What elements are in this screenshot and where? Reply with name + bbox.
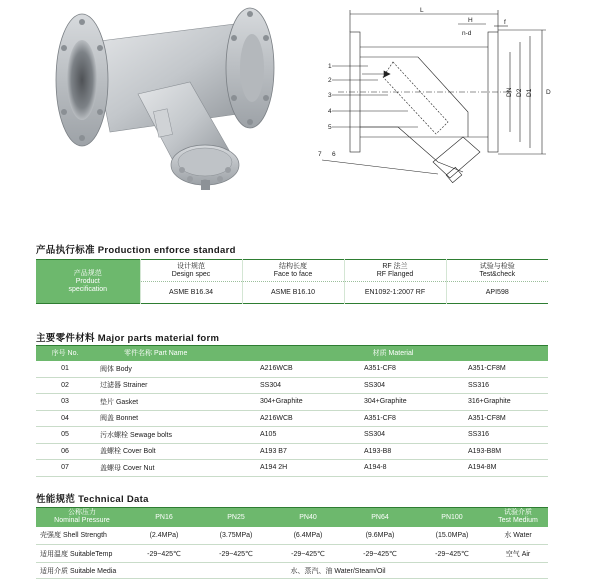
part-material-2: SS304 (342, 427, 446, 444)
suitable-temp-value: -29~425℃ (200, 545, 272, 563)
suitable-temp-medium: 空气 Air (488, 545, 548, 563)
part-material-2: A193-B8 (342, 443, 446, 460)
table-row (36, 443, 548, 460)
part-material-1: A194 2H (238, 460, 342, 477)
suitable-temp-label: 适用温度 SuitableTemp (36, 545, 128, 563)
part-no: 05 (36, 427, 94, 444)
dim-D2: D2 (516, 88, 523, 97)
part-name: 污水螺栓 Sewage bolts (94, 427, 238, 444)
part-name: 盖螺母 Cover Nut (94, 460, 238, 477)
production-standard-table (36, 259, 548, 304)
part-material-1: A105 (238, 427, 342, 444)
pressure-pn40: PN40 (272, 508, 344, 527)
part-name: 盖螺栓 Cover Bolt (94, 443, 238, 460)
suitable-media-value: 水、蒸汽、油 Water/Steam/Oil (128, 563, 548, 579)
shell-strength-value: (6.4MPa) (272, 527, 344, 545)
part-label-7: 7 (318, 151, 322, 158)
test-medium-header: 试验介质 Test Medium (488, 508, 548, 527)
test-check-header: 试验与检验 Test&check (446, 260, 548, 282)
part-no: 02 (36, 377, 94, 394)
part-label-3: 3 (328, 92, 332, 99)
part-material-2: 304+Graphite (342, 394, 446, 411)
dim-L: L (420, 7, 424, 14)
part-material-2: A351-CF8 (342, 361, 446, 378)
part-label-4: 4 (328, 108, 332, 115)
part-material-3: A194-8M (446, 460, 548, 477)
shell-strength-value: (15.0MPa) (416, 527, 488, 545)
part-name: 过滤器 Strainer (94, 377, 238, 394)
nominal-pressure-header: 公称压力 Nominal Pressure (36, 508, 128, 527)
part-label-2: 2 (328, 77, 332, 84)
shell-strength-value: (2.4MPa) (128, 527, 200, 545)
part-material-3: SS316 (446, 377, 548, 394)
table-row (36, 460, 548, 477)
face-to-face-header: 结构长度 Face to face (242, 260, 344, 282)
part-no: 01 (36, 361, 94, 378)
dim-f: f (504, 19, 506, 26)
test-check-value: API598 (446, 282, 548, 304)
table-row (36, 410, 548, 427)
rf-flanged-value: EN1092-1:2007 RF (344, 282, 446, 304)
product-spec-header-cell (36, 260, 140, 304)
part-material-3: SS316 (446, 427, 548, 444)
part-material-2: A351-CF8 (342, 410, 446, 427)
part-name: 垫片 Gasket (94, 394, 238, 411)
part-material-1: SS304 (238, 377, 342, 394)
dim-D1: D1 (526, 88, 533, 97)
part-material-1: A216WCB (238, 410, 342, 427)
table-row (36, 527, 548, 545)
dim-n-d: n-d (462, 30, 472, 37)
part-material-2: A194-8 (342, 460, 446, 477)
suitable-temp-value: -29~425℃ (272, 545, 344, 563)
table-row (36, 377, 548, 394)
shell-strength-label: 壳强度 Shell Strength (36, 527, 128, 545)
dim-D: D (546, 89, 551, 96)
y-strainer-photo (30, 2, 292, 198)
part-material-1: A216WCB (238, 361, 342, 378)
design-spec-value: ASME B16.34 (140, 282, 242, 304)
part-material-3: 316+Graphite (446, 394, 548, 411)
shell-strength-value: (9.6MPa) (344, 527, 416, 545)
part-label-1: 1 (328, 63, 332, 70)
design-spec-header: 设计规范 Design spec (140, 260, 242, 282)
part-name: 阀盖 Bonnet (94, 410, 238, 427)
production-standard-title: 产品执行标准 Production enforce standard (36, 245, 236, 256)
part-label-6: 6 (332, 151, 336, 158)
y-strainer-technical-drawing (298, 2, 596, 198)
pressure-pn25: PN25 (200, 508, 272, 527)
parts-material-table (36, 345, 548, 477)
parts-header-name: 零件名称 Part Name (94, 346, 238, 361)
part-name: 阀体 Body (94, 361, 238, 378)
suitable-temp-value: -29~425℃ (128, 545, 200, 563)
part-material-1: 304+Graphite (238, 394, 342, 411)
part-no: 04 (36, 410, 94, 427)
suitable-media-label: 适用介质 Suitable Media (36, 563, 128, 579)
technical-data-table (36, 507, 548, 579)
table-row (36, 545, 548, 563)
part-label-5: 5 (328, 124, 332, 131)
face-to-face-value: ASME B16.10 (242, 282, 344, 304)
part-material-2: SS304 (342, 377, 446, 394)
table-row (36, 394, 548, 411)
rf-flanged-header: RF 法兰 RF Flanged (344, 260, 446, 282)
pressure-pn64: PN64 (344, 508, 416, 527)
pressure-pn100: PN100 (416, 508, 488, 527)
part-material-3: A193-B8M (446, 443, 548, 460)
dim-DN: DN (506, 87, 513, 97)
part-no: 07 (36, 460, 94, 477)
suitable-temp-value: -29~425℃ (344, 545, 416, 563)
part-material-1: A193 B7 (238, 443, 342, 460)
parts-header-material: 材质 Material (238, 346, 548, 361)
parts-material-title: 主要零件材料 Major parts material form (36, 333, 220, 344)
shell-strength-medium: 水 Water (488, 527, 548, 545)
pressure-pn16: PN16 (128, 508, 200, 527)
product-spec-header-en1: Product (75, 277, 100, 285)
shell-strength-value: (3.75MPa) (200, 527, 272, 545)
part-material-3: A351-CF8M (446, 361, 548, 378)
technical-data-title: 性能规范 Technical Data (36, 494, 149, 505)
table-row (36, 361, 548, 378)
dim-H: H (468, 17, 473, 24)
table-row (36, 563, 548, 579)
product-spec-header-cn: 产品规范 (73, 269, 102, 277)
suitable-temp-value: -29~425℃ (416, 545, 488, 563)
product-spec-header-en2: specification (68, 285, 108, 293)
table-row (36, 427, 548, 444)
part-no: 03 (36, 394, 94, 411)
parts-header-no: 序号 No. (36, 346, 94, 361)
part-material-3: A351-CF8M (446, 410, 548, 427)
part-no: 06 (36, 443, 94, 460)
